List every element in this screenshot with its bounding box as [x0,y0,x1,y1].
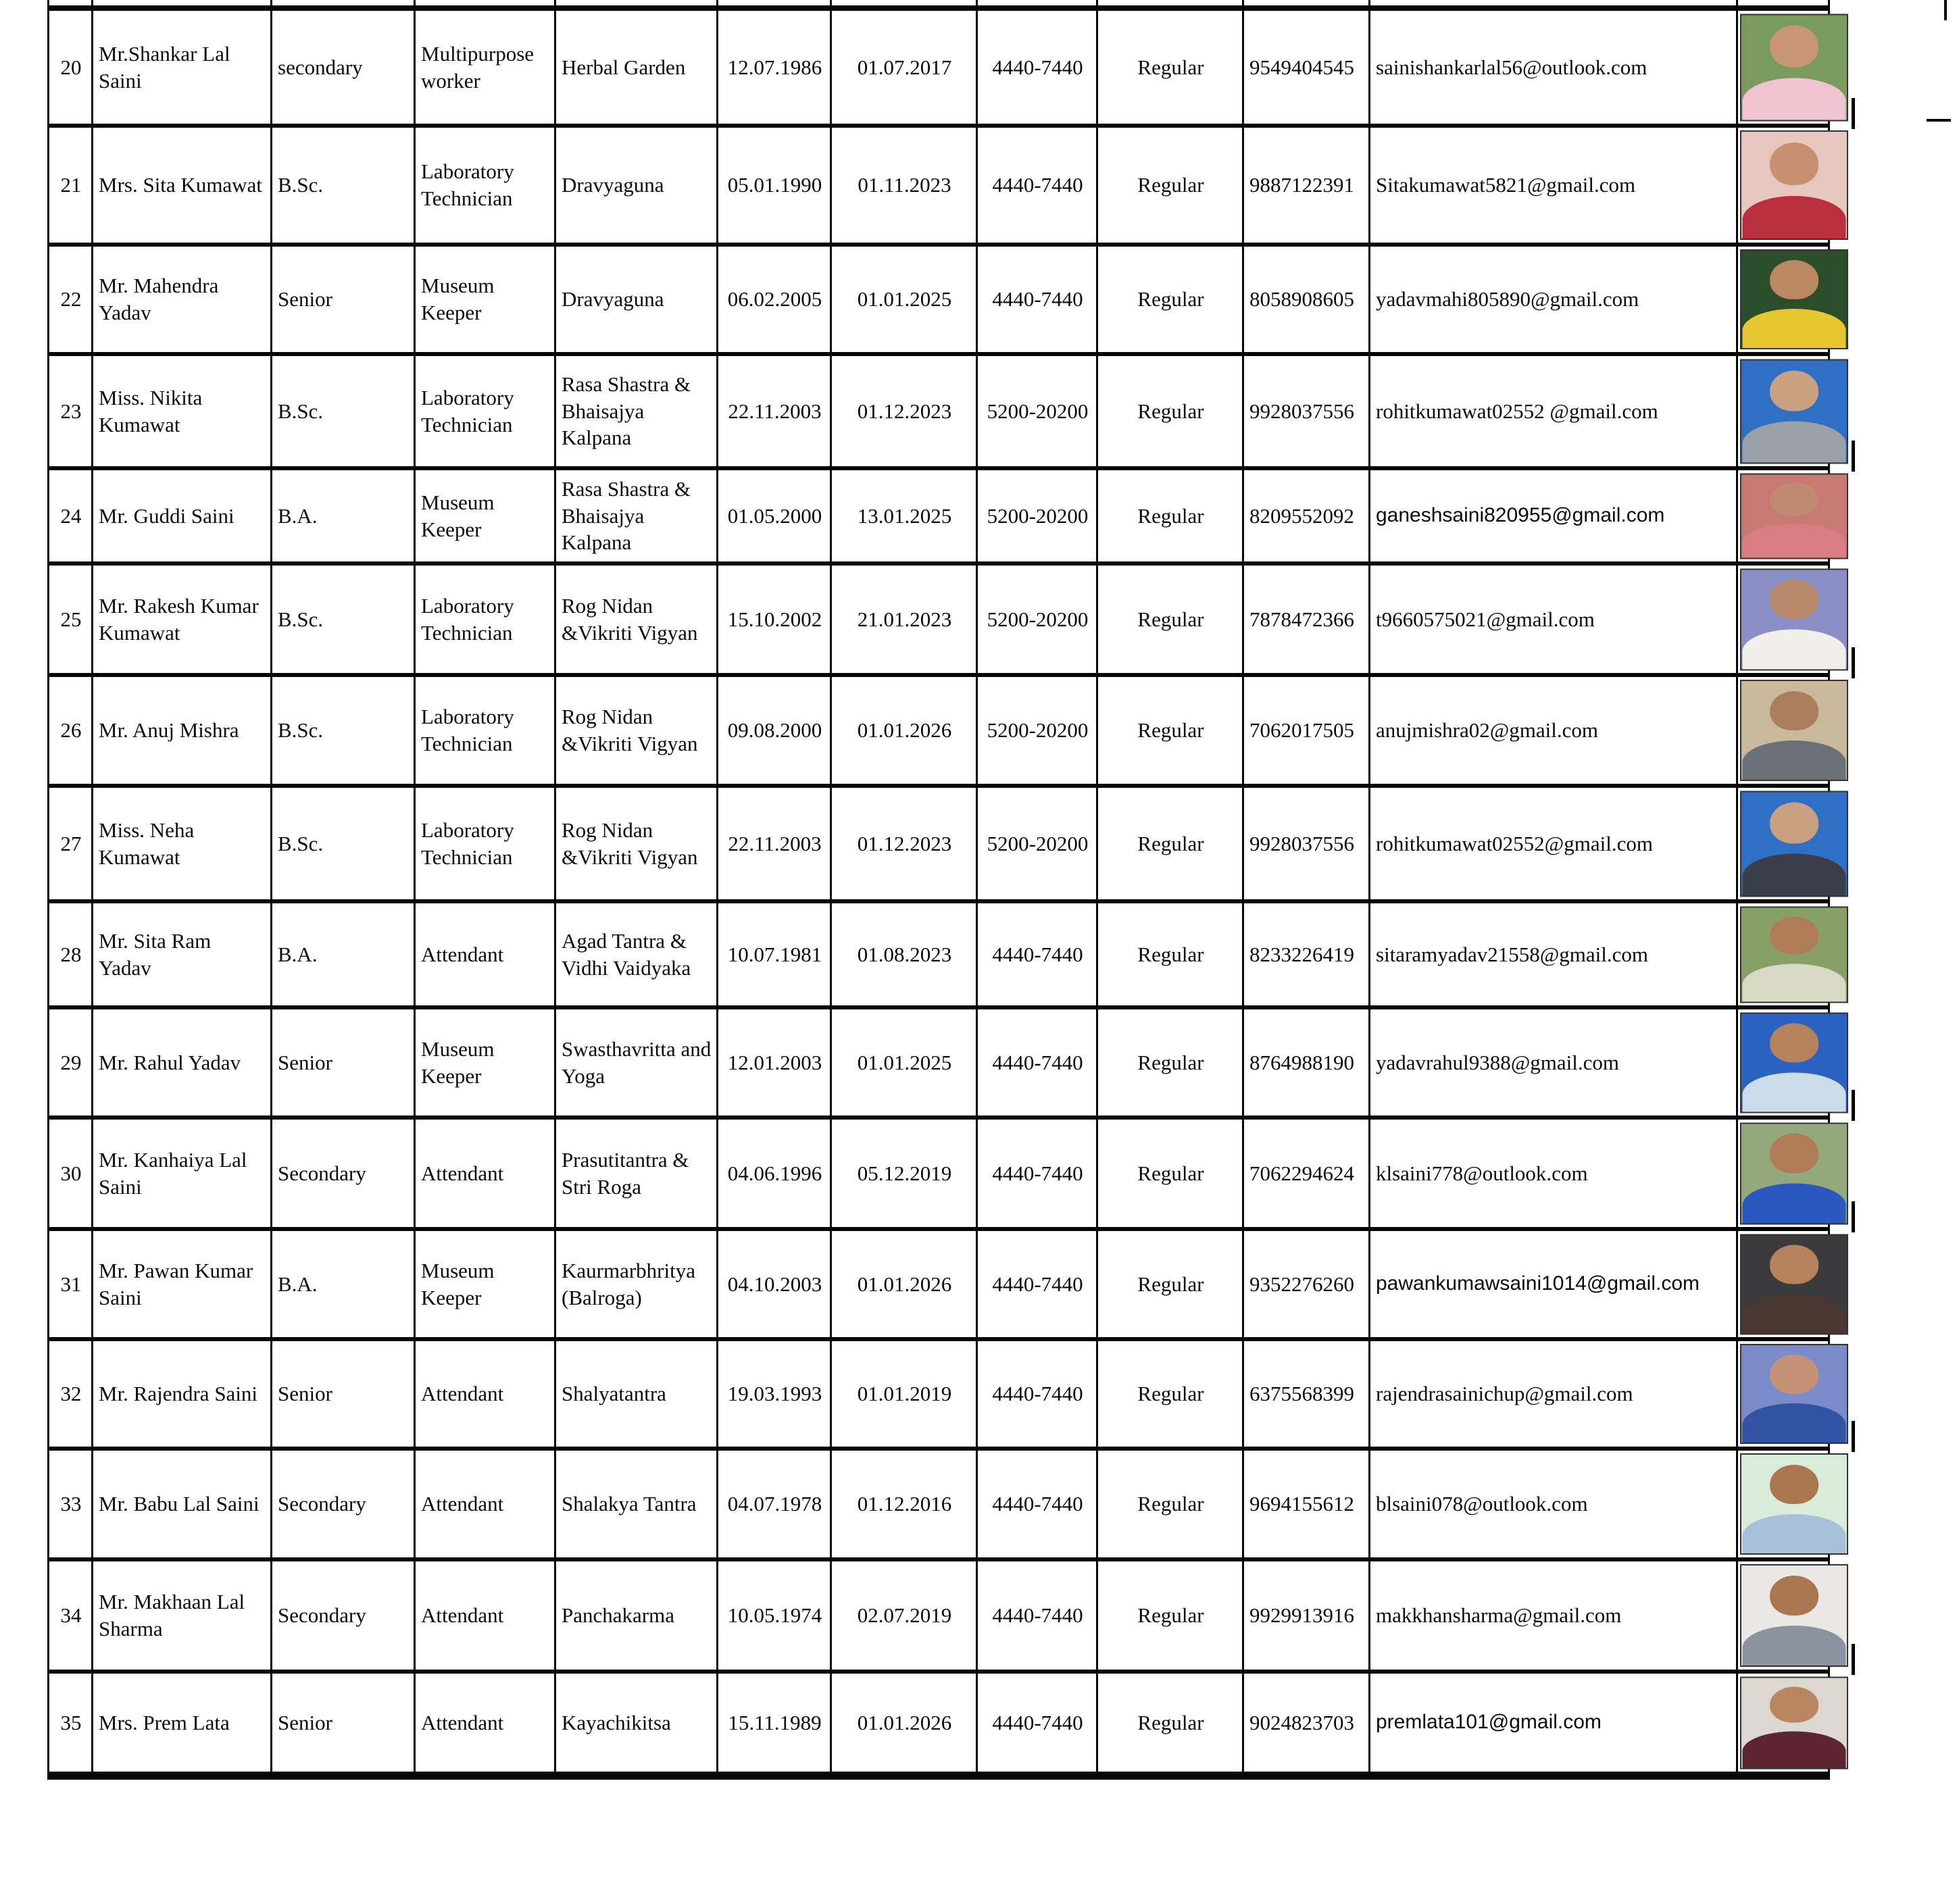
cell-qualification: B.Sc. [272,126,415,245]
photo-person-head [1770,26,1818,68]
cell-employment-status: Regular [1097,1007,1243,1118]
cell-date-of-joining: 01.12.2016 [831,1449,977,1559]
cell-date-of-joining: 05.12.2019 [831,1118,977,1229]
cell-employment-status: Regular [1097,675,1243,786]
cell-department: Kayachikitsa [555,1672,718,1776]
cell-qualification: B.Sc. [272,786,415,901]
cell-qualification: B.Sc. [272,354,415,468]
table-row [49,1672,1829,1776]
cell-designation: Attendant [415,901,555,1007]
staff-photo [1740,1012,1848,1113]
cell-department: Shalyatantra [555,1339,718,1449]
staff-photo [1740,14,1848,121]
table-row [49,1559,1829,1672]
cell-employment-status: Regular [1097,1229,1243,1339]
cell-department: Rasa Shastra & Bhaisajya Kalpana [555,468,718,563]
cell-qualification: Secondary [272,1118,415,1229]
partial-row-top [49,0,1829,8]
cell-employment-status: Regular [1097,1672,1243,1776]
staff-photo [1740,473,1848,559]
cell-date-of-birth: 22.11.2003 [718,786,831,901]
border-artifact-vertical [1944,0,1947,20]
staff-photo [1740,791,1848,897]
cell-pay-scale: 4440-7440 [977,1339,1097,1449]
cell-photo [1737,1559,1829,1672]
photo-person-head [1770,1134,1818,1174]
cell-employment-status: Regular [1097,126,1243,245]
cell-department: Panchakarma [555,1559,718,1672]
cell-serial-number: 32 [49,1339,93,1449]
cell-serial-number: 33 [49,1449,93,1559]
cell-designation: Attendant [415,1118,555,1229]
table-row [49,1229,1829,1339]
staff-photo [1740,568,1848,670]
cell-designation: Laboratory Technician [415,563,555,675]
cell-date-of-birth: 04.07.1978 [718,1449,831,1559]
cell-date-of-joining: 02.07.2019 [831,1559,977,1672]
cell-pay-scale: 4440-7440 [977,1229,1097,1339]
cell-pay-scale: 4440-7440 [977,1007,1097,1118]
cell-serial-number: 30 [49,1118,93,1229]
photo-person-head [1770,1355,1818,1394]
staff-photo [1740,1234,1848,1334]
cell-email: blsaini078@outlook.com [1370,1449,1737,1559]
cell-employment-status: Regular [1097,354,1243,468]
cell-qualification: secondary [272,8,415,126]
cell-email: yadavrahul9388@gmail.com [1370,1007,1737,1118]
cell-staff-name: Mr. Rahul Yadav [93,1007,272,1118]
cell-phone-number: 9887122391 [1243,126,1370,245]
cell-date-of-birth: 04.10.2003 [718,1229,831,1339]
cell-qualification: Secondary [272,1559,415,1672]
cell-serial-number: 21 [49,126,93,245]
cell-date-of-birth: 04.06.1996 [718,1118,831,1229]
cell-photo [1737,1449,1829,1559]
cell-pay-scale: 4440-7440 [977,8,1097,126]
cell-pay-scale: 5200-20200 [977,675,1097,786]
cell-phone-number: 8764988190 [1243,1007,1370,1118]
cell-phone-number: 9694155612 [1243,1449,1370,1559]
table-row [49,1339,1829,1449]
cell-pay-scale: 4440-7440 [977,1559,1097,1672]
cell-email: t9660575021@gmail.com [1370,563,1737,675]
cell-photo [1737,1672,1829,1776]
table-row [49,1449,1829,1559]
cell-employment-status: Regular [1097,563,1243,675]
cell-photo [1737,1229,1829,1339]
cell-employment-status: Regular [1097,1118,1243,1229]
cell-photo [1737,563,1829,675]
cell-phone-number: 7878472366 [1243,563,1370,675]
cell-staff-name: Mr. Kanhaiya Lal Saini [93,1118,272,1229]
partial-cell [49,0,93,8]
cell-photo [1737,8,1829,126]
table-row [49,675,1829,786]
photo-person-head [1770,802,1818,843]
table-row [49,901,1829,1007]
cell-date-of-joining: 01.11.2023 [831,126,977,245]
staff-photo [1740,249,1848,349]
cell-date-of-birth: 12.07.1986 [718,8,831,126]
cell-staff-name: Mr. Anuj Mishra [93,675,272,786]
cell-staff-name: Mr. Makhaan Lal Sharma [93,1559,272,1672]
photo-person-shoulders [1743,309,1846,349]
cell-pay-scale: 4440-7440 [977,1672,1097,1776]
cell-date-of-birth: 09.08.2000 [718,675,831,786]
cell-photo [1737,468,1829,563]
cell-email: sainishankarlal56@outlook.com [1370,8,1737,126]
cell-phone-number: 8209552092 [1243,468,1370,563]
cell-phone-number: 7062294624 [1243,1118,1370,1229]
cell-phone-number: 9929913916 [1243,1559,1370,1672]
photo-person-head [1770,370,1818,411]
cell-designation: Attendant [415,1672,555,1776]
cell-photo [1737,354,1829,468]
cell-pay-scale: 4440-7440 [977,245,1097,354]
cell-photo [1737,1118,1829,1229]
cell-qualification: B.A. [272,901,415,1007]
cell-date-of-birth: 19.03.1993 [718,1339,831,1449]
cell-staff-name: Mr. Sita Ram Yadav [93,901,272,1007]
cell-phone-number: 8058908605 [1243,245,1370,354]
table-row [49,354,1829,468]
cell-staff-name: Mr. Rajendra Saini [93,1339,272,1449]
partial-cell [555,0,718,8]
partial-cell [831,0,977,8]
cell-pay-scale: 4440-7440 [977,1118,1097,1229]
cell-staff-name: Mrs. Sita Kumawat [93,126,272,245]
table-row [49,1118,1829,1229]
cell-email: rohitkumawat02552@gmail.com [1370,786,1737,901]
cell-employment-status: Regular [1097,468,1243,563]
cell-designation: Museum Keeper [415,468,555,563]
cell-email: yadavmahi805890@gmail.com [1370,245,1737,354]
cell-designation: Multipurpose worker [415,8,555,126]
photo-person-shoulders [1743,78,1846,121]
photo-person-head [1770,1465,1818,1504]
cell-date-of-birth: 22.11.2003 [718,354,831,468]
cell-phone-number: 6375568399 [1243,1339,1370,1449]
cell-serial-number: 20 [49,8,93,126]
photo-person-head [1770,1245,1818,1284]
photo-person-shoulders [1743,1072,1846,1113]
cell-qualification: Senior [272,245,415,354]
cell-staff-name: Mr. Babu Lal Saini [93,1449,272,1559]
cell-department: Rasa Shastra & Bhaisajya Kalpana [555,354,718,468]
cell-serial-number: 26 [49,675,93,786]
staff-table [47,0,1830,1780]
cell-date-of-joining: 01.08.2023 [831,901,977,1007]
cell-serial-number: 34 [49,1559,93,1672]
partial-cell [1370,0,1737,8]
cell-qualification: B.Sc. [272,563,415,675]
table-row [49,468,1829,563]
cell-photo [1737,1007,1829,1118]
photo-person-shoulders [1743,1514,1846,1555]
cell-employment-status: Regular [1097,8,1243,126]
photo-person-head [1770,1576,1818,1615]
staff-photo [1740,130,1848,240]
partial-cell [1737,0,1829,8]
photo-person-head [1770,917,1818,955]
cell-designation: Attendant [415,1449,555,1559]
cell-qualification: Secondary [272,1449,415,1559]
cell-pay-scale: 5200-20200 [977,786,1097,901]
cell-qualification: Senior [272,1339,415,1449]
photo-person-shoulders [1743,629,1846,670]
cell-date-of-joining: 21.01.2023 [831,563,977,675]
table-row [49,1007,1829,1118]
cell-designation: Laboratory Technician [415,786,555,901]
photo-person-shoulders [1743,1183,1846,1224]
cell-phone-number: 9549404545 [1243,8,1370,126]
cell-designation: Museum Keeper [415,1007,555,1118]
cell-staff-name: Mr. Mahendra Yadav [93,245,272,354]
cell-staff-name: Mr. Rakesh Kumar Kumawat [93,563,272,675]
table-row [49,245,1829,354]
cell-department: Herbal Garden [555,8,718,126]
cell-date-of-joining: 01.01.2026 [831,1672,977,1776]
table-row [49,563,1829,675]
cell-phone-number: 7062017505 [1243,675,1370,786]
cell-date-of-birth: 15.10.2002 [718,563,831,675]
cell-date-of-joining: 13.01.2025 [831,468,977,563]
cell-designation: Attendant [415,1559,555,1672]
cell-pay-scale: 5200-20200 [977,563,1097,675]
cell-photo [1737,1339,1829,1449]
cell-department: Agad Tantra & Vidhi Vaidyaka [555,901,718,1007]
cell-department: Dravyaguna [555,126,718,245]
cell-email: premlata101@gmail.com [1370,1672,1737,1776]
cell-qualification: B.A. [272,468,415,563]
cell-staff-name: Miss. Neha Kumawat [93,786,272,901]
cell-date-of-birth: 12.01.2003 [718,1007,831,1118]
staff-photo [1740,1122,1848,1224]
staff-photo [1740,680,1848,781]
photo-person-shoulders [1743,422,1846,464]
cell-staff-name: Mr. Guddi Saini [93,468,272,563]
cell-department: Rog Nidan &Vikriti Vigyan [555,786,718,901]
cell-department: Rog Nidan &Vikriti Vigyan [555,563,718,675]
cell-serial-number: 31 [49,1229,93,1339]
cell-email: rohitkumawat02552 @gmail.com [1370,354,1737,468]
cell-serial-number: 22 [49,245,93,354]
cell-date-of-joining: 01.12.2023 [831,354,977,468]
cell-designation: Museum Keeper [415,1229,555,1339]
partial-cell [272,0,415,8]
cell-employment-status: Regular [1097,245,1243,354]
cell-date-of-birth: 10.05.1974 [718,1559,831,1672]
cell-qualification: Senior [272,1672,415,1776]
table-row [49,126,1829,245]
cell-date-of-joining: 01.01.2026 [831,1229,977,1339]
cell-staff-name: Miss. Nikita Kumawat [93,354,272,468]
cell-serial-number: 28 [49,901,93,1007]
cell-email: anujmishra02@gmail.com [1370,675,1737,786]
cell-department: Dravyaguna [555,245,718,354]
cell-photo [1737,901,1829,1007]
staff-photo [1740,359,1848,464]
photo-person-head [1770,580,1818,620]
cell-staff-name: Mrs. Prem Lata [93,1672,272,1776]
photo-person-shoulders [1743,1732,1846,1769]
cell-pay-scale: 5200-20200 [977,468,1097,563]
cell-date-of-joining: 01.01.2019 [831,1339,977,1449]
staff-photo [1740,906,1848,1003]
cell-designation: Laboratory Technician [415,354,555,468]
partial-cell [415,0,555,8]
partial-cell [718,0,831,8]
photo-person-head [1770,1686,1818,1722]
cell-date-of-joining: 01.07.2017 [831,8,977,126]
cell-employment-status: Regular [1097,1339,1243,1449]
photo-person-shoulders [1743,854,1846,897]
cell-email: ganeshsaini820955@gmail.com [1370,468,1737,563]
cell-qualification: Senior [272,1007,415,1118]
cell-serial-number: 25 [49,563,93,675]
cell-photo [1737,786,1829,901]
cell-date-of-joining: 01.01.2025 [831,1007,977,1118]
cell-staff-name: Mr. Pawan Kumar Saini [93,1229,272,1339]
cell-designation: Laboratory Technician [415,675,555,786]
photo-person-head [1770,482,1818,516]
photo-person-head [1770,1024,1818,1063]
partial-cell [977,0,1097,8]
cell-date-of-birth: 05.01.1990 [718,126,831,245]
photo-person-shoulders [1743,1294,1846,1334]
partial-cell [1243,0,1370,8]
photo-person-head [1770,143,1818,185]
cell-department: Rog Nidan &Vikriti Vigyan [555,675,718,786]
cell-email: Sitakumawat5821@gmail.com [1370,126,1737,245]
photo-person-head [1770,260,1818,299]
cell-date-of-birth: 01.05.2000 [718,468,831,563]
photo-person-shoulders [1743,963,1846,1003]
cell-email: klsaini778@outlook.com [1370,1118,1737,1229]
cell-employment-status: Regular [1097,1449,1243,1559]
cell-employment-status: Regular [1097,786,1243,901]
cell-pay-scale: 4440-7440 [977,126,1097,245]
cell-date-of-joining: 01.12.2023 [831,786,977,901]
photo-person-head [1770,691,1818,730]
photo-person-shoulders [1743,1626,1846,1667]
photo-person-shoulders [1743,196,1846,240]
table-row [49,786,1829,901]
cell-department: Kaurmarbhritya (Balroga) [555,1229,718,1339]
photo-person-shoulders [1743,741,1846,781]
cell-date-of-birth: 06.02.2005 [718,245,831,354]
cell-email: pawankumawsaini1014@gmail.com [1370,1229,1737,1339]
photo-person-shoulders [1743,1403,1846,1444]
cell-designation: Attendant [415,1339,555,1449]
staff-photo [1740,1453,1848,1555]
cell-qualification: B.A. [272,1229,415,1339]
border-artifact-horizontal [1927,119,1951,122]
cell-designation: Museum Keeper [415,245,555,354]
cell-photo [1737,675,1829,786]
cell-phone-number: 9024823703 [1243,1672,1370,1776]
cell-date-of-birth: 10.07.1981 [718,901,831,1007]
cell-phone-number: 9928037556 [1243,786,1370,901]
staff-table-body [49,0,1829,1776]
staff-photo [1740,1676,1848,1769]
cell-serial-number: 29 [49,1007,93,1118]
cell-serial-number: 24 [49,468,93,563]
cell-phone-number: 9928037556 [1243,354,1370,468]
cell-employment-status: Regular [1097,1559,1243,1672]
cell-email: sitaramyadav21558@gmail.com [1370,901,1737,1007]
staff-photo [1740,1564,1848,1667]
cell-email: makkhansharma@gmail.com [1370,1559,1737,1672]
cell-date-of-joining: 01.01.2026 [831,675,977,786]
table-row [49,8,1829,126]
cell-pay-scale: 4440-7440 [977,1449,1097,1559]
cell-serial-number: 27 [49,786,93,901]
cell-staff-name: Mr.Shankar Lal Saini [93,8,272,126]
cell-serial-number: 35 [49,1672,93,1776]
cell-date-of-joining: 01.01.2025 [831,245,977,354]
cell-qualification: B.Sc. [272,675,415,786]
cell-serial-number: 23 [49,354,93,468]
photo-person-shoulders [1743,524,1846,559]
cell-department: Swasthavritta and Yoga [555,1007,718,1118]
cell-photo [1737,126,1829,245]
cell-email: rajendrasainichup@gmail.com [1370,1339,1737,1449]
cell-phone-number: 8233226419 [1243,901,1370,1007]
partial-cell [93,0,272,8]
cell-department: Prasutitantra & Stri Roga [555,1118,718,1229]
cell-employment-status: Regular [1097,901,1243,1007]
cell-date-of-birth: 15.11.1989 [718,1672,831,1776]
cell-designation: Laboratory Technician [415,126,555,245]
partial-cell [1097,0,1243,8]
cell-photo [1737,245,1829,354]
cell-phone-number: 9352276260 [1243,1229,1370,1339]
cell-pay-scale: 4440-7440 [977,901,1097,1007]
cell-pay-scale: 5200-20200 [977,354,1097,468]
cell-department: Shalakya Tantra [555,1449,718,1559]
staff-photo [1740,1344,1848,1444]
